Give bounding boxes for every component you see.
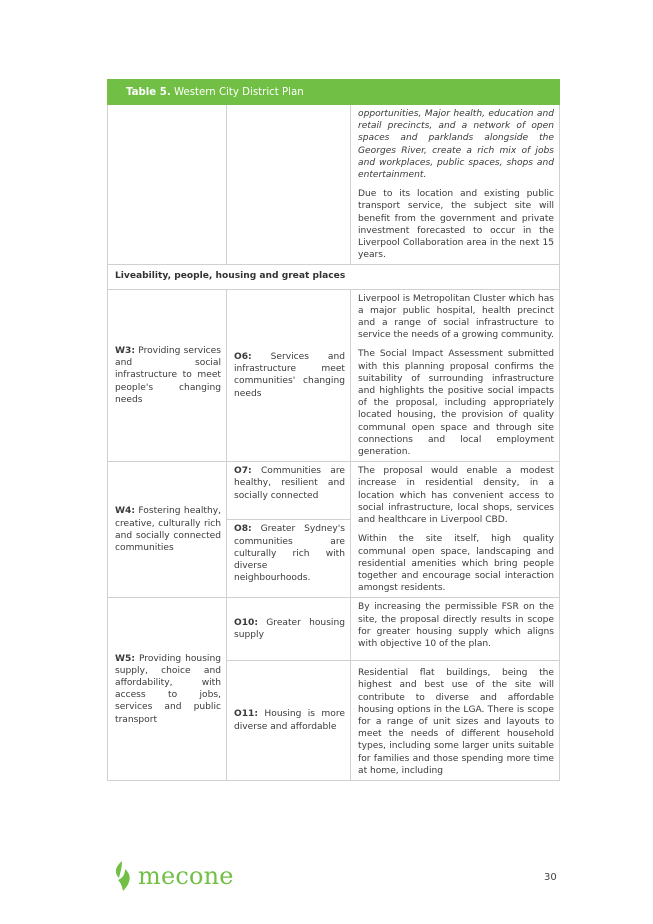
mecone-logo <box>111 860 234 892</box>
comment-paragraph: opportunities, Major health, education and retail precincts, and a network of open spaces and parklands alongside the Georges River, create a rich mix of jobs and workplaces, public spaces, shops and entertainment. <box>358 109 555 181</box>
western-city-district-plan-table <box>107 79 560 781</box>
cell-empty-objective <box>227 105 351 265</box>
mecone-leaf-icon <box>111 860 133 892</box>
comment-paragraph: Liverpool is Metropolitan Cluster which has a major public hospital, health precinct and a range of social infrastructure to service the needs of a growing community. <box>358 293 555 341</box>
objective-text: Housing is more diverse and affordable <box>234 709 345 732</box>
comment-paragraph: Due to its location and existing public transport service, the subject site will benefit from the government and private investment forecasted to occur in the Liverpool Collaboration area in the next 15 years. <box>358 189 555 261</box>
cell-direction-w5 <box>108 598 227 781</box>
direction-text: Providing housing supply, choice and affordability, with access to jobs, services and public transport <box>115 653 221 725</box>
objective-label: O6: <box>234 352 252 363</box>
objective-text: Greater housing supply <box>234 618 345 641</box>
section-heading-row <box>108 265 560 289</box>
cell-comment-w3 <box>351 289 560 462</box>
cell-objective-o10 <box>227 598 351 661</box>
comment-paragraph: The Social Impact Assessment submitted with this planning proposal confirms the suitability of surrounding infrastructure and highlights the positive social impacts of the proposal, including appropriately located housing, the provision of quality communal open space and through site connections and local employment generation. <box>358 349 555 458</box>
table-row-w4 <box>108 462 560 520</box>
objective-label: O11: <box>234 709 259 720</box>
objective-label: O10: <box>234 618 259 629</box>
table-caption-title: Western City District Plan <box>170 86 304 98</box>
comment-paragraph: By increasing the permissible FSR on the site, the proposal directly results in scope for greater housing supply which aligns with objective 10 of the plan. <box>358 602 555 649</box>
cell-comment-o11 <box>351 661 560 781</box>
direction-text: Providing services and social infrastructure to meet people's changing needs <box>115 345 221 405</box>
objective-label: O7: <box>234 466 252 477</box>
section-heading: Liveability, people, housing and great places <box>108 265 560 289</box>
table-caption <box>108 80 560 105</box>
mecone-wordmark: mecone <box>138 862 234 890</box>
cell-objective-o8 <box>227 520 351 598</box>
objective-text: Services and infrastructure meet communities' changing needs <box>234 352 345 399</box>
direction-label: W4: <box>115 506 135 517</box>
cell-comment-w4 <box>351 462 560 598</box>
table-row-w3 <box>108 289 560 462</box>
objective-label: O8: <box>234 524 252 535</box>
direction-text: Fostering healthy, creative, culturally rich and socially connected communities <box>115 506 221 553</box>
cell-empty-direction <box>108 105 227 265</box>
page-number: 30 <box>544 872 557 883</box>
comment-paragraph: Within the site itself, high quality communal open space, landscaping and residential amenities which bring people together and encourage social interaction amongst residents. <box>358 534 555 594</box>
cell-objective-o6 <box>227 289 351 462</box>
objective-text: Greater Sydney's communities are culturally rich with diverse neighbourhoods. <box>234 524 345 584</box>
direction-label: W5: <box>115 653 135 664</box>
table-caption-number: Table 5. <box>126 86 171 98</box>
table-header-row <box>108 80 560 105</box>
table-row-w5 <box>108 598 560 661</box>
cell-direction-w4 <box>108 462 227 598</box>
comment-paragraph: The proposal would enable a modest increase in residential density, in a location which has convenient access to social infrastructure, local shops, services and healthcare in Liverpool CBD. <box>358 466 555 526</box>
direction-label: W3: <box>115 345 135 356</box>
cell-objective-o7 <box>227 462 351 520</box>
table-row-continued <box>108 105 560 265</box>
cell-direction-w3 <box>108 289 227 462</box>
objective-text: Communities are healthy, resilient and socially connected <box>234 466 345 501</box>
cell-comment-o10 <box>351 598 560 661</box>
cell-objective-o11 <box>227 661 351 781</box>
cell-comment-continued <box>351 105 560 265</box>
comment-paragraph: Residential flat buildings, being the highest and best use of the site will contribute to diverse and affordable housing options in the LGA. There is scope for a range of unit sizes and layouts to meet the needs of different household types, including some larger units suitable for families and those spending more time at home, including <box>358 668 555 776</box>
